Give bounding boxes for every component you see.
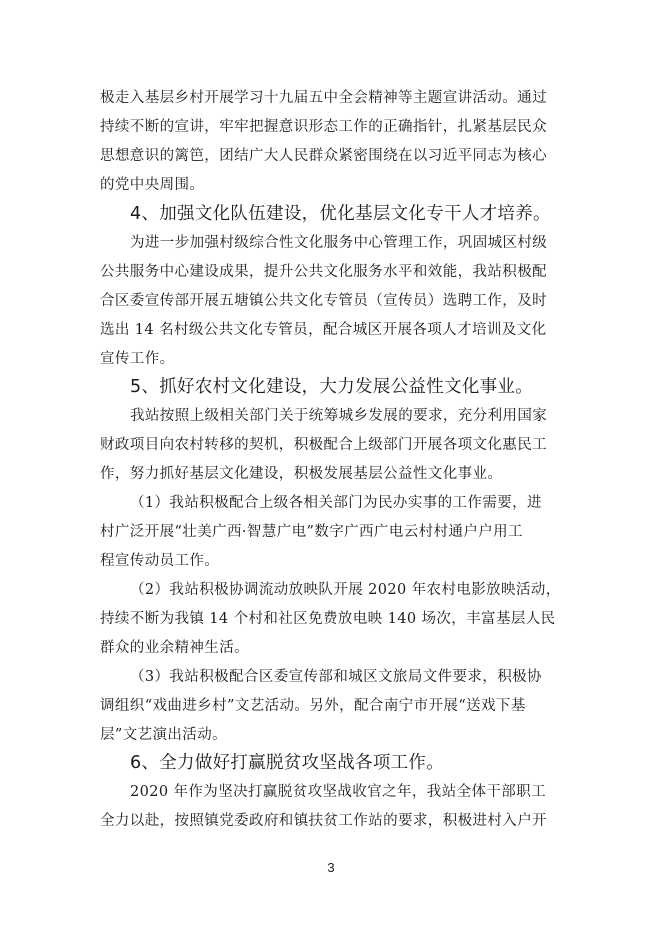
paragraph-line: 为进一步加强村级综合性文化服务中心管理工作，巩固城区村级 [130, 235, 548, 251]
paragraph-line: 2020 年作为坚决打赢脱贫攻坚战收官之年，我站全体干部职工 [130, 784, 547, 800]
paragraph-line: 财政项目向农村转移的契机，积极配合上级部门开展各项文化惠民工 [100, 437, 547, 453]
paragraph-line: 调组织“戏曲进乡村”文艺活动。另外，配合南宁市开展“送戏下基 [100, 698, 526, 714]
section-heading-5: 5、抓好农村文化建设，大力发展公益性文化事业。 [130, 377, 534, 397]
page-number: 3 [327, 860, 335, 875]
paragraph-line: 宣传工作。 [100, 351, 175, 367]
paragraph-line: （3）我站积极配合区委宣传部和城区文旅局文件要求，积极协 [130, 669, 542, 685]
paragraph-line: 公共服务中心建设成果，提升公共文化服务水平和效能，我站积极配 [100, 264, 547, 280]
paragraph-line: 极走入基层乡村开展学习十九届五中全会精神等主题宣讲活动。通过 [100, 90, 547, 106]
paragraph-line: 全力以赴，按照镇党委政府和镇扶贫工作站的要求，积极进村入户开 [100, 813, 547, 829]
paragraph-line: 村广泛开展“壮美广西·智慧广电”数字广西广电云村村通户户用工 [100, 524, 523, 540]
paragraph-line: 层”文艺演出活动。 [100, 727, 228, 743]
paragraph-line: 程宣传动员工作。 [100, 553, 220, 569]
paragraph-line: 合区委宣传部开展五塘镇公共文化专管员（宣传员）选聘工作，及时 [100, 293, 547, 309]
paragraph-line: （2）我站积极协调流动放映队开展 2020 年农村电影放映活动， [130, 582, 561, 598]
paragraph-line: （1）我站积极配合上级各相关部门为民办实事的工作需要，进 [130, 495, 542, 511]
paragraph-line: 思想意识的篱笆，团结广大人民群众紧密围绕在以习近平同志为核心 [100, 148, 547, 164]
paragraph-line: 作，努力抓好基层文化建设，积极发展基层公益性文化事业。 [100, 466, 503, 482]
paragraph-line: 我站按照上级相关部门关于统筹城乡发展的要求，充分利用国家 [130, 408, 548, 424]
paragraph-line: 持续不断的宣讲，牢牢把握意识形态工作的正确指针，扎紧基层民众 [100, 119, 547, 135]
paragraph-line: 群众的业余精神生活。 [100, 640, 249, 656]
paragraph-line: 选出 14 名村级公共文化专管员，配合城区开展各项人才培训及文化 [100, 322, 547, 338]
section-heading-4: 4、加强文化队伍建设，优化基层文化专干人才培养。 [130, 204, 551, 224]
paragraph-line: 持续不断为我镇 14 个村和社区免费放电映 140 场次，丰富基层人民 [100, 611, 556, 627]
section-heading-6: 6、全力做好打赢脱贫攻坚战各项工作。 [130, 753, 445, 773]
paragraph-line: 的党中央周围。 [100, 177, 205, 193]
